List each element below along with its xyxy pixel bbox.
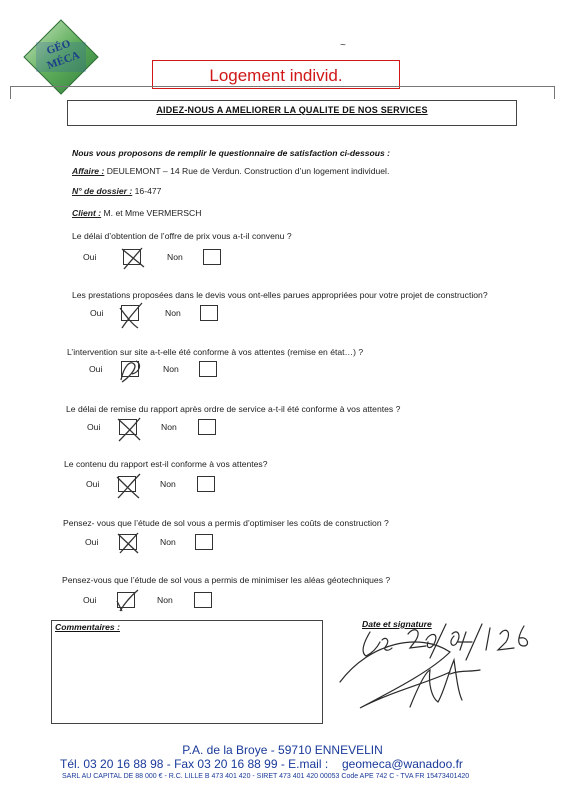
handwritten-signature bbox=[330, 612, 550, 722]
question-7: Pensez-vous que l’étude de sol vous a permis de minimiser les aléas géotechniques ? bbox=[62, 575, 391, 585]
client-value: M. et Mme VERMERSCH bbox=[103, 208, 202, 218]
banner-title: AIDEZ-NOUS A AMELIORER LA QUALITE DE NOS SERVICES bbox=[156, 105, 428, 115]
q4-no-label: Non bbox=[161, 422, 177, 432]
q3-no-checkbox[interactable] bbox=[199, 361, 217, 377]
footer-address: P.A. de la Broye - 59710 ENNEVELIN bbox=[182, 743, 383, 757]
q2-yes-checkbox[interactable] bbox=[121, 305, 139, 321]
dossier-label: N° de dossier : bbox=[72, 186, 133, 196]
pen-mark: ~ bbox=[340, 40, 346, 51]
q3-yes-label: Oui bbox=[89, 364, 103, 374]
q7-yes-label: Oui bbox=[83, 595, 97, 605]
comments-box[interactable] bbox=[51, 620, 323, 724]
q6-yes-checkbox[interactable] bbox=[119, 534, 137, 550]
q2-no-label: Non bbox=[165, 308, 181, 318]
q2-no-checkbox[interactable] bbox=[200, 305, 218, 321]
question-3: L’intervention sur site a-t-elle été conforme à vos attentes (remise en état…) ? bbox=[67, 347, 364, 357]
question-5: Le contenu du rapport est-il conforme à vos attentes? bbox=[64, 459, 268, 469]
footer-phone-fax: Tél. 03 20 16 88 98 - Fax 03 20 16 88 99 - E.mail : bbox=[60, 757, 329, 771]
document-type-label: Logement individ. bbox=[152, 60, 400, 89]
q6-no-checkbox[interactable] bbox=[195, 534, 213, 550]
question-6: Pensez- vous que l’étude de sol vous a permis d’optimiser les coûts de construction ? bbox=[63, 518, 389, 528]
affaire-label: Affaire : bbox=[72, 166, 105, 176]
q1-no-checkbox[interactable] bbox=[203, 249, 221, 265]
q3-yes-checkbox[interactable] bbox=[121, 361, 139, 377]
q5-no-checkbox[interactable] bbox=[197, 476, 215, 492]
intro-text: Nous vous proposons de remplir le questionnaire de satisfaction ci-dessous : bbox=[72, 148, 391, 158]
footer-legal: SARL AU CAPITAL DE 88 000 € - R.C. LILLE B 473 401 420 - SIRET 473 401 420 00053 Code APE 742 C - TVA FR 15473401420 bbox=[62, 773, 470, 780]
client-label: Client : bbox=[72, 208, 102, 218]
q7-no-label: Non bbox=[157, 595, 173, 605]
q1-yes-label: Oui bbox=[83, 252, 97, 262]
q4-no-checkbox[interactable] bbox=[198, 419, 216, 435]
q5-yes-checkbox[interactable] bbox=[118, 476, 136, 492]
q3-no-label: Non bbox=[163, 364, 179, 374]
q4-yes-checkbox[interactable] bbox=[119, 419, 137, 435]
company-logo bbox=[22, 18, 100, 96]
question-4: Le délai de remise du rapport après ordre de service a-t-il été conforme à vos attentes ? bbox=[66, 404, 401, 414]
q4-yes-label: Oui bbox=[87, 422, 101, 432]
q1-no-label: Non bbox=[167, 252, 183, 262]
dossier-value: 16-477 bbox=[134, 186, 162, 196]
question-1: Le délai d’obtention de l’offre de prix vous a-t-il convenu ? bbox=[72, 231, 292, 241]
q2-yes-label: Oui bbox=[90, 308, 104, 318]
q6-no-label: Non bbox=[160, 537, 176, 547]
q1-yes-checkbox[interactable] bbox=[123, 249, 141, 265]
q7-yes-checkbox[interactable] bbox=[117, 592, 135, 608]
q6-yes-label: Oui bbox=[85, 537, 99, 547]
dossier-line bbox=[72, 186, 161, 196]
date-signature-label: Date et signature bbox=[362, 619, 432, 629]
q5-yes-label: Oui bbox=[86, 479, 100, 489]
footer-email[interactable]: geomeca@wanadoo.fr bbox=[342, 757, 463, 771]
q5-no-label: Non bbox=[160, 479, 176, 489]
comments-label: Commentaires : bbox=[55, 622, 120, 632]
q7-no-checkbox[interactable] bbox=[194, 592, 212, 608]
client-line bbox=[72, 208, 201, 218]
logo-text: GÉO MÉCA bbox=[45, 37, 82, 72]
question-2: Les prestations proposées dans le devis vous ont-elles parues appropriées pour votre projet de construction? bbox=[72, 290, 488, 300]
affaire-line bbox=[72, 166, 389, 176]
affaire-value: DEULEMONT – 14 Rue de Verdun. Construction d’un logement individuel. bbox=[106, 166, 390, 176]
banner-frame bbox=[10, 86, 555, 99]
